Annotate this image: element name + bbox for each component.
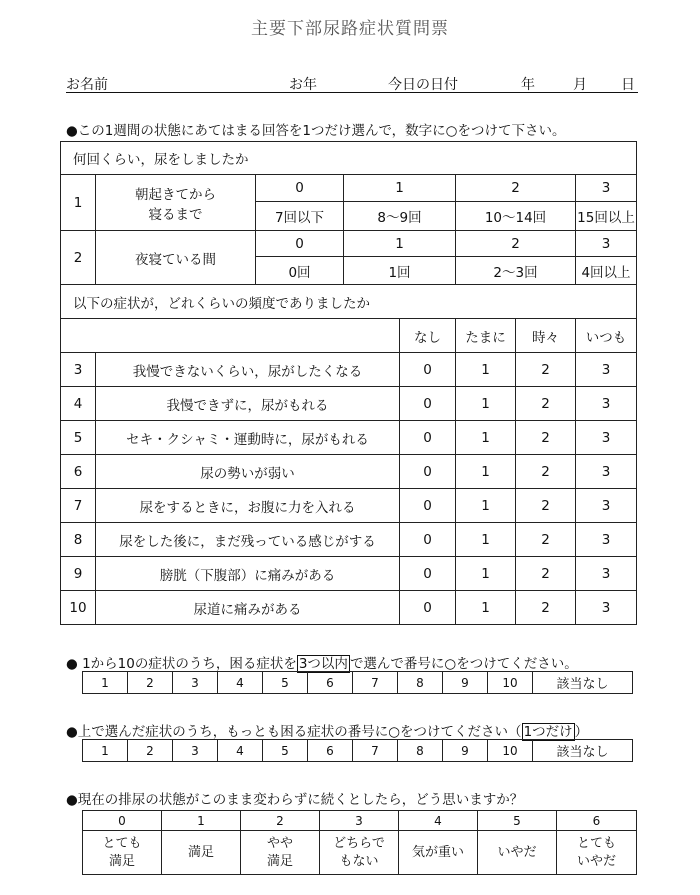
symptom-row: [61, 455, 637, 489]
label-line: 朝起きてから: [135, 186, 216, 203]
date-label: 今日の日付: [388, 77, 458, 93]
symptom-table: [60, 141, 637, 625]
option-cell: 0回: [256, 257, 344, 285]
score-cell[interactable]: 2: [516, 353, 576, 387]
score-cell[interactable]: 1: [344, 231, 456, 257]
age-label: お年: [289, 77, 317, 93]
score-cell[interactable]: 0: [256, 231, 344, 257]
choice-cell[interactable]: 9: [443, 740, 488, 762]
qol-label-line: 満足: [187, 844, 214, 860]
score-cell[interactable]: 2: [516, 489, 576, 523]
score-cell[interactable]: 2: [456, 175, 576, 202]
qol-label: [399, 831, 478, 875]
score-cell[interactable]: 1: [456, 523, 516, 557]
score-cell[interactable]: 2: [456, 231, 576, 257]
choice-cell[interactable]: 3: [173, 672, 218, 694]
row-number: 8: [61, 523, 96, 557]
frequency-label-daytime: [96, 175, 256, 231]
question-text: ●上で選んだ症状のうち，もっとも困る症状の番号に○をつけてください（: [66, 724, 522, 740]
month-label: 月: [573, 77, 587, 93]
row-number: 4: [61, 387, 96, 421]
score-cell[interactable]: 0: [400, 523, 456, 557]
choice-cell[interactable]: 1: [83, 740, 128, 762]
score-cell[interactable]: 0: [400, 455, 456, 489]
score-cell[interactable]: 2: [516, 387, 576, 421]
qol-label: [162, 831, 241, 875]
score-cell[interactable]: 1: [456, 591, 516, 625]
score-cell[interactable]: 0: [400, 557, 456, 591]
qol-label-line: もない: [339, 853, 379, 869]
row-number: 10: [61, 591, 96, 625]
score-cell[interactable]: 0: [400, 489, 456, 523]
option-cell: 4回以上: [576, 257, 637, 285]
qol-score[interactable]: 2: [241, 811, 320, 831]
choice-cell[interactable]: 8: [398, 740, 443, 762]
symptom-row: [61, 387, 637, 421]
score-cell[interactable]: 2: [516, 591, 576, 625]
instruction-text: ●この1週間の状態にあてはまる回答を1つだけ選んで，数字に○をつけて下さい。: [66, 123, 566, 139]
qol-score[interactable]: 5: [478, 811, 557, 831]
choice-cell[interactable]: 6: [308, 740, 353, 762]
score-cell[interactable]: 3: [576, 455, 637, 489]
question-most: [66, 720, 588, 740]
qol-label: [320, 831, 399, 875]
qol-label-line: 満足: [266, 853, 293, 869]
option-cell: 10〜14回: [456, 202, 576, 231]
symptom-row: [61, 557, 637, 591]
score-cell[interactable]: 3: [576, 421, 637, 455]
score-cell[interactable]: 1: [456, 387, 516, 421]
symptom-label: セキ・クシャミ・運動時に，尿がもれる: [96, 421, 400, 455]
score-cell[interactable]: 0: [400, 387, 456, 421]
column-header: いつも: [576, 319, 637, 353]
score-cell[interactable]: 0: [400, 353, 456, 387]
day-label: 日: [621, 77, 635, 93]
frequency-label-night: 夜寝ている間: [96, 231, 256, 285]
score-cell[interactable]: 1: [344, 175, 456, 202]
symptom-label: 我慢できずに，尿がもれる: [96, 387, 400, 421]
choice-cell[interactable]: 10: [488, 740, 533, 762]
troublesome-choices: [82, 671, 633, 694]
score-cell[interactable]: 3: [576, 175, 637, 202]
score-cell[interactable]: 3: [576, 353, 637, 387]
qol-label-line: 気が重い: [411, 844, 464, 860]
row-number: 9: [61, 557, 96, 591]
score-cell[interactable]: 3: [576, 489, 637, 523]
option-cell: 8〜9回: [344, 202, 456, 231]
option-cell: 1回: [344, 257, 456, 285]
form-title: 主要下部尿路症状質問票: [251, 19, 449, 39]
question-text: ）: [574, 724, 589, 740]
qol-label-line: いやだ: [497, 844, 537, 860]
score-cell[interactable]: 3: [576, 557, 637, 591]
question-text: で選んで番号に○をつけてください。: [349, 656, 578, 672]
choice-cell[interactable]: 4: [218, 672, 263, 694]
year-label: 年: [521, 77, 535, 93]
score-cell[interactable]: 3: [576, 591, 637, 625]
row-number: 1: [61, 175, 96, 231]
qol-label-line: とても: [102, 835, 142, 851]
symptom-label: 尿をするときに，お腹に力を入れる: [96, 489, 400, 523]
row-number: 2: [61, 231, 96, 285]
choice-cell[interactable]: 10: [488, 672, 533, 694]
score-cell[interactable]: 1: [456, 455, 516, 489]
column-header: 時々: [516, 319, 576, 353]
choice-cell[interactable]: 5: [263, 672, 308, 694]
choice-cell[interactable]: 2: [128, 672, 173, 694]
question-troublesome: [66, 652, 578, 672]
header-underline: [66, 92, 638, 93]
row-number: 6: [61, 455, 96, 489]
option-cell: 7回以下: [256, 202, 344, 231]
choice-cell[interactable]: 7: [353, 672, 398, 694]
choice-cell[interactable]: 9: [443, 672, 488, 694]
choice-none[interactable]: 該当なし: [533, 740, 633, 762]
choice-cell[interactable]: 7: [353, 740, 398, 762]
symptom-label: 膀胱（下腹部）に痛みがある: [96, 557, 400, 591]
choice-cell[interactable]: 2: [128, 740, 173, 762]
symptom-heading: 以下の症状が，どれくらいの頻度でありましたか: [61, 285, 637, 319]
column-header: なし: [400, 319, 456, 353]
qol-score[interactable]: 1: [162, 811, 241, 831]
qol-label: [478, 831, 557, 875]
score-cell[interactable]: 2: [516, 557, 576, 591]
score-cell[interactable]: 1: [456, 489, 516, 523]
most-choices: [82, 739, 633, 762]
qol-label: [557, 831, 637, 875]
score-cell[interactable]: 1: [456, 353, 516, 387]
choice-none[interactable]: 該当なし: [533, 672, 633, 694]
choice-cell[interactable]: 5: [263, 740, 308, 762]
question-text: ● 1から10の症状のうち，困る症状を: [66, 656, 297, 672]
symptom-row: [61, 591, 637, 625]
choice-cell[interactable]: 1: [83, 672, 128, 694]
score-cell[interactable]: 2: [516, 421, 576, 455]
score-cell[interactable]: 0: [400, 421, 456, 455]
qol-score[interactable]: 4: [399, 811, 478, 831]
qol-score[interactable]: 3: [320, 811, 399, 831]
qol-score[interactable]: 0: [83, 811, 162, 831]
symptom-row: [61, 421, 637, 455]
qol-table: [82, 810, 637, 875]
row-number: 3: [61, 353, 96, 387]
name-label: お名前: [66, 77, 108, 93]
choice-cell[interactable]: 6: [308, 672, 353, 694]
symptom-row: [61, 523, 637, 557]
qol-label-line: どちらで: [333, 835, 385, 851]
label-line: 寝るまで: [148, 206, 203, 223]
symptom-label: 尿道に痛みがある: [96, 591, 400, 625]
qol-label-line: 満足: [108, 853, 135, 869]
qol-label-line: とても: [576, 835, 616, 851]
row-number: 7: [61, 489, 96, 523]
choice-cell[interactable]: 4: [218, 740, 263, 762]
score-cell[interactable]: 0: [400, 591, 456, 625]
boxed-limit: 3つ以内: [298, 656, 348, 672]
frequency-heading: 何回くらい，尿をしましたか: [61, 142, 637, 175]
option-cell: 15回以上: [576, 202, 637, 231]
qol-label-line: やや: [266, 835, 293, 851]
score-cell[interactable]: 3: [576, 387, 637, 421]
qol-label: [241, 831, 320, 875]
score-cell[interactable]: 3: [576, 523, 637, 557]
score-cell[interactable]: 0: [256, 175, 344, 202]
boxed-limit: 1つだけ: [523, 724, 573, 740]
symptom-label: 我慢できないくらい，尿がしたくなる: [96, 353, 400, 387]
symptom-row: [61, 489, 637, 523]
column-header: たまに: [456, 319, 516, 353]
score-cell[interactable]: 2: [516, 523, 576, 557]
score-cell[interactable]: 3: [576, 231, 637, 257]
column-header-blank: [61, 319, 400, 353]
row-number: 5: [61, 421, 96, 455]
option-cell: 2〜3回: [456, 257, 576, 285]
symptom-row: [61, 353, 637, 387]
choice-cell[interactable]: 8: [398, 672, 443, 694]
score-cell[interactable]: 1: [456, 421, 516, 455]
score-cell[interactable]: 2: [516, 455, 576, 489]
qol-label: [83, 831, 162, 875]
score-cell[interactable]: 1: [456, 557, 516, 591]
symptom-label: 尿の勢いが弱い: [96, 455, 400, 489]
choice-cell[interactable]: 3: [173, 740, 218, 762]
qol-score[interactable]: 6: [557, 811, 637, 831]
symptom-label: 尿をした後に，まだ残っている感じがする: [96, 523, 400, 557]
question-qol: ●現在の排尿の状態がこのまま変わらずに続くとしたら，どう思いますか？: [66, 792, 524, 808]
qol-label-line: いやだ: [576, 853, 616, 869]
